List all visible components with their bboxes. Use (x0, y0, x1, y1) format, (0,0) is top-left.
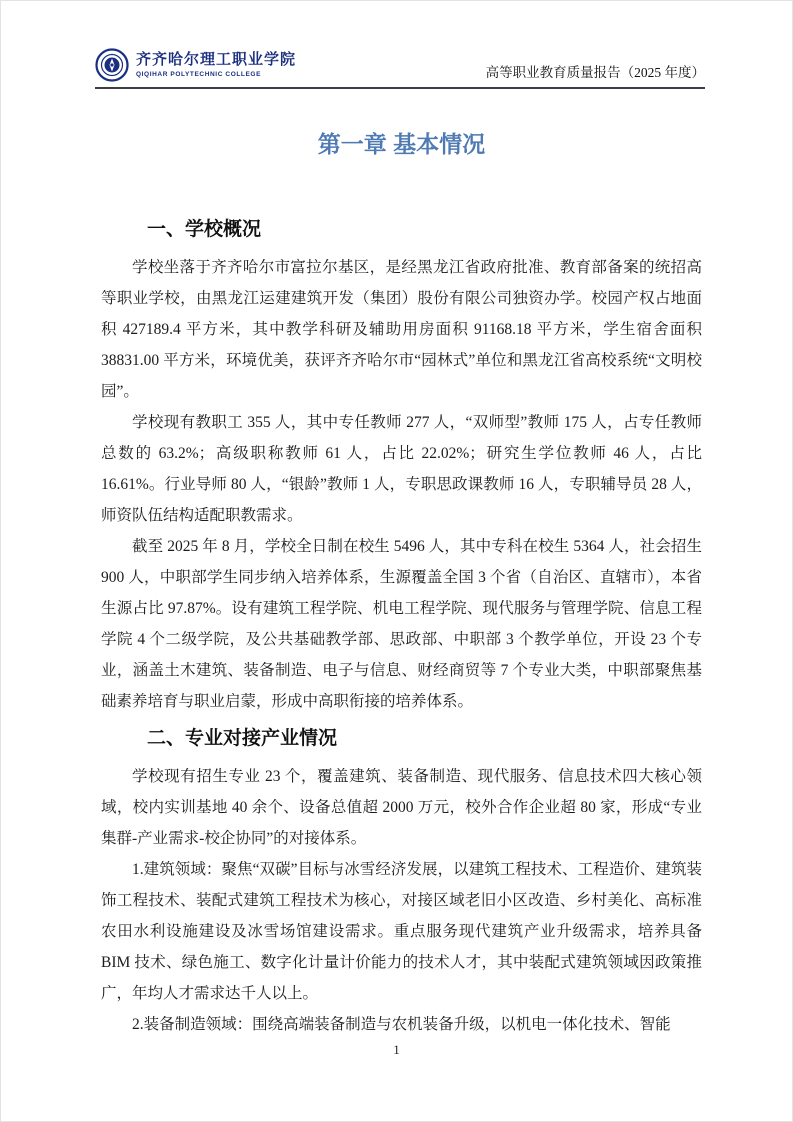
paragraph-campus-overview: 学校坐落于齐齐哈尔市富拉尔基区，是经黑龙江省政府批准、教育部备案的统招高等职业学校，由黑龙江运建建筑开发（集团）股份有限公司独资办学。校园产权占地面积 427189.4 平方米，其中教学科研及辅助用房面积 91168.18 平方米，学生宿舍面积 38831.00 平方米，环境优美，获评齐齐哈尔市“园林式”单位和黑龙江省高校系统“文明校园”。 (101, 259, 702, 400)
paragraph-faculty: 学校现有教职工 355 人，其中专任教师 277 人，“双师型”教师 175 人，占专任教师总数的 63.2%；高级职称教师 61 人，占比 22.02%；研究生学位教师 46 人，占比 16.61%。行业导师 80 人，“银龄”教师 1 人，专职思政课教师 16 人，专职辅导员 28 人，师资队伍结构适配职教需求。 (101, 414, 702, 524)
page-number: 1 (393, 1042, 400, 1057)
paragraph-construction-field: 1.建筑领域：聚焦“双碳”目标与冰雪经济发展，以建筑工程技术、工程造价、建筑装饰工程技术、装配式建筑工程技术为核心，对接区域老旧小区改造、乡村美化、高标准农田水利设施建设及冰雪场馆建设需求。重点服务现代建筑产业升级需求，培养具备 BIM 技术、绿色施工、数字化计量计价能力的技术人才，其中装配式建筑领域因政策推广，年均人才需求达千人以上。 (101, 861, 702, 1002)
document-body (101, 0, 702, 1040)
chapter-title: 第一章 基本情况 (317, 131, 486, 157)
paragraph-majors-overview: 学校现有招生专业 23 个，覆盖建筑、装备制造、现代服务、信息技术四大核心领域，校内实训基地 40 余个、设备总值超 2000 万元，校外合作企业超 80 家，形成“专业集群-产业需求-校企协同”的对接体系。 (101, 768, 702, 847)
paragraph-equipment-field: 2.装备制造领域：围绕高端装备制造与农机装备升级，以机电一体化技术、智能 (132, 1016, 671, 1033)
college-name-zh: 齐齐哈尔理工职业学院 (136, 51, 297, 69)
paragraph-students-structure: 截至 2025 年 8 月，学校全日制在校生 5496 人，其中专科在校生 5364 人，社会招生 900 人，中职部学生同步纳入培养体系，生源覆盖全国 3 个省（自治区、直辖市），本省生源占比 97.87%。设有建筑工程学院、机电工程学院、现代服务与管理学院、信息工程学院 4 个二级学院，及公共基础教学部、思政部、中职部 3 个教学单位，开设 23 个专业，涵盖土木建筑、装备制造、电子与信息、财经商贸等 7 个专业大类，中职部聚焦基础素养培育与职业启蒙，形成中高职衔接的培养体系。 (101, 538, 702, 710)
college-name-en: QIQIHAR POLYTECHNIC COLLEGE (136, 70, 262, 78)
section-heading-school-overview: 一、学校概况 (147, 219, 262, 240)
section-heading-industry-alignment: 二、专业对接产业情况 (147, 728, 338, 749)
report-title: 高等职业教育质量报告（2025 年度） (485, 65, 705, 80)
